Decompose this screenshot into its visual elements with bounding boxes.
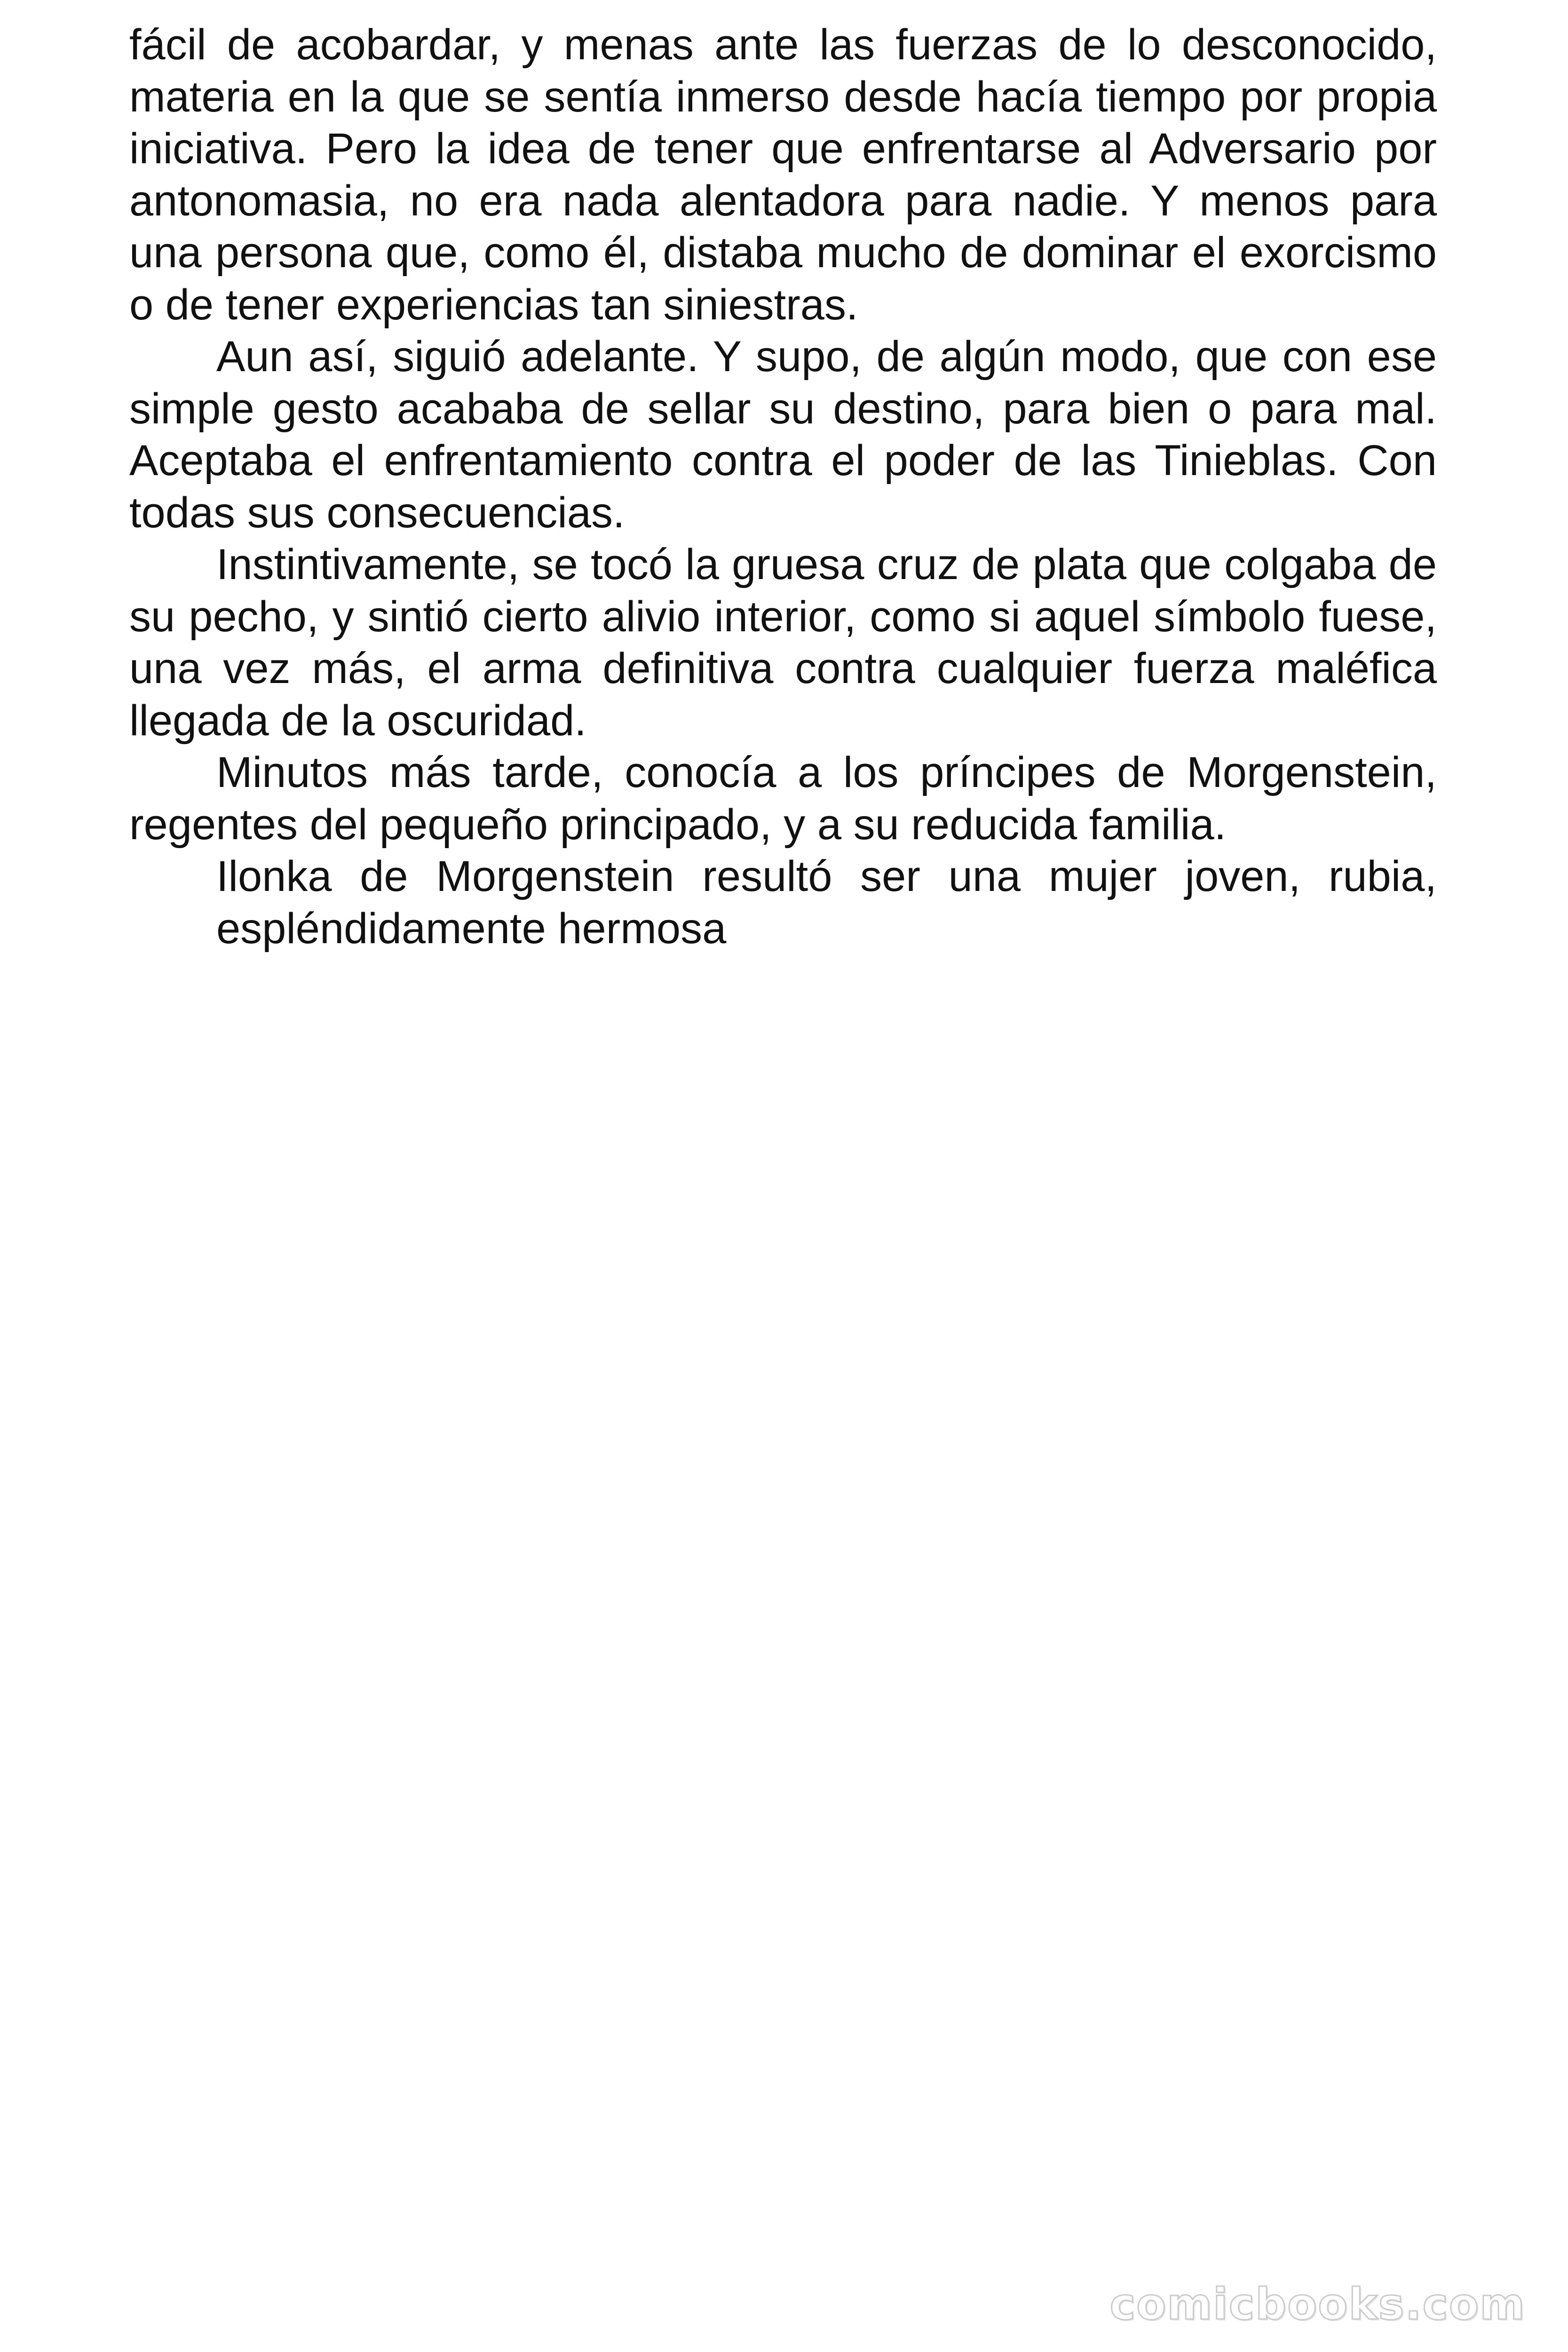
paragraph-2: Aun así, siguió adelante. Y supo, de algún modo, que con ese simple gesto acababa de sellar su destino, para bien o para mal. Aceptaba el enfrentamiento contra el poder de las Tinieblas. Con todas sus consecuencias.	[129, 333, 1437, 537]
paragraph-4: Minutos más tarde, conocía a los príncipes de Morgenstein, regentes del pequeño principado, y a su reducida familia.	[129, 748, 1437, 849]
watermark-logo: comicbooks.com	[1109, 2279, 1526, 2329]
paragraph-3: Instintivamente, se tocó la gruesa cruz de plata que colgaba de su pecho, y sintió cierto alivio interior, como si aquel símbolo fuese, una vez más, el arma definitiva contra cualquier fuerza maléfica llegada de la oscuridad.	[129, 540, 1437, 745]
paragraph-5-line-2: espléndidamente hermosa	[216, 904, 727, 953]
body-text	[129, 19, 1437, 954]
paragraph-5	[129, 850, 1437, 954]
paragraph-5-line-1: Ilonka de Morgenstein resultó ser una mujer joven, rubia,	[216, 852, 1437, 900]
paragraph-1: fácil de acobardar, y menas ante las fuerzas de lo desconocido, materia en la que se sentía inmerso desde hacía tiempo por propia iniciativa. Pero la idea de tener que enfrentarse al Adversario por antonomasia, no era nada alentadora para nadie. Y menos para una persona que, como él, distaba mucho de dominar el exorcismo o de tener experiencias tan siniestras.	[129, 21, 1437, 329]
